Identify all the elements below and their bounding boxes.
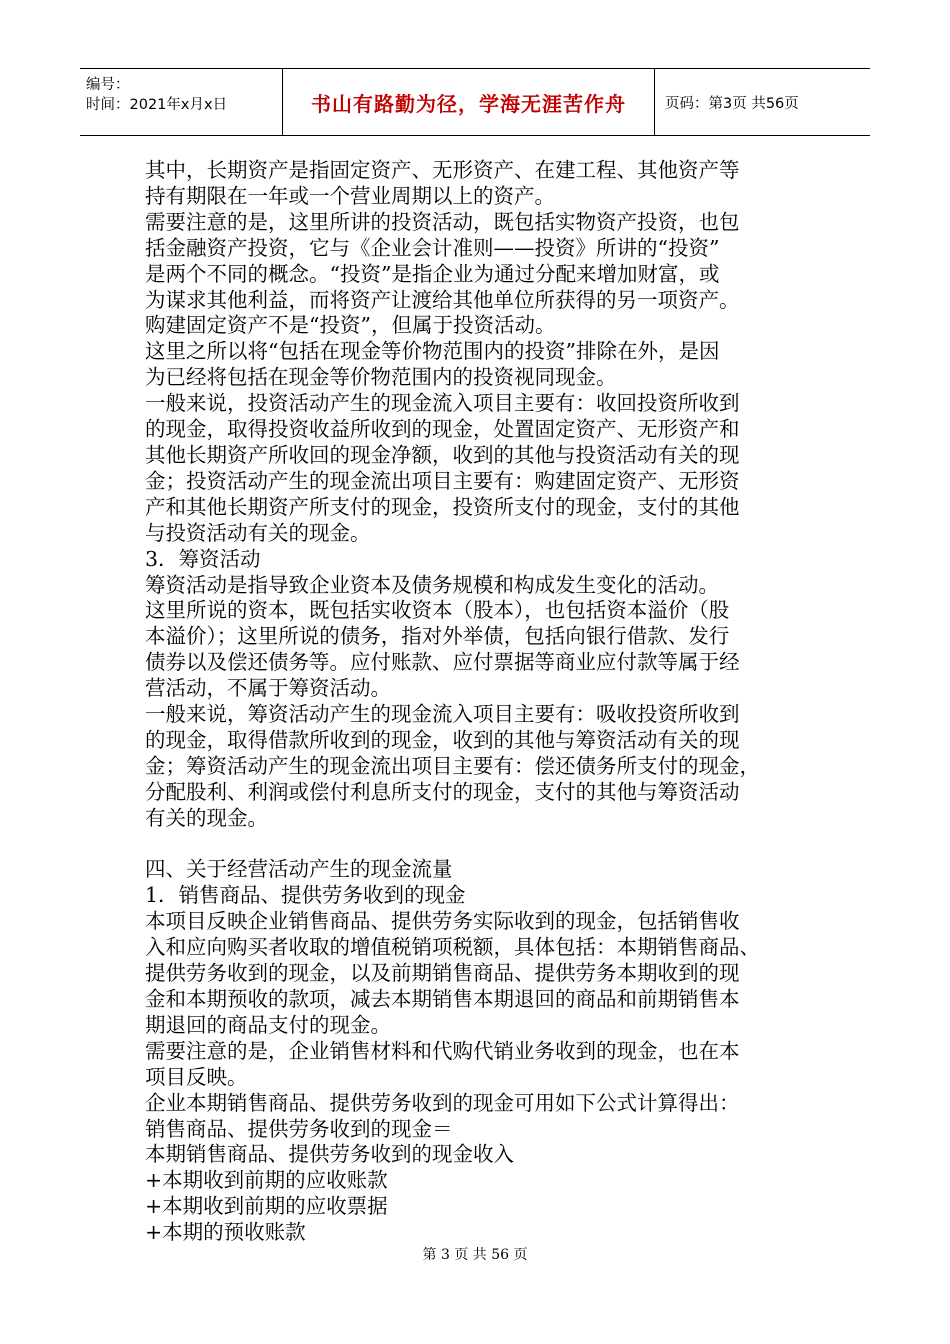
text-line: 括金融资产投资，它与《企业会计准则——投资》所讲的“投资”: [145, 235, 720, 260]
text-line: 这里之所以将“包括在现金等价物范围内的投资”排除在外，是因: [145, 339, 720, 364]
formula-line: +本期收到前期的应收票据: [145, 1194, 388, 1219]
text-line: 本溢价）；这里所说的债务，指对外举债，包括向银行借款、发行: [145, 624, 730, 649]
text-line: 金；投资活动产生的现金流出项目主要有：购建固定资产、无形资: [145, 468, 740, 493]
text-line: 的现金，取得投资收益所收到的现金，处置固定资产、无形资产和: [145, 417, 740, 442]
text-line: 与投资活动有关的现金。: [145, 520, 371, 545]
text-line: 其他长期资产所收回的现金净额，收到的其他与投资活动有关的现: [145, 442, 740, 467]
text-line: 这里所说的资本，既包括实收资本（股本），也包括资本溢价（股: [145, 598, 730, 623]
text-line: 的现金，取得借款所收到的现金，收到的其他与筹资活动有关的现: [145, 727, 740, 752]
text-line: 筹资活动是指导致企业资本及债务规模和构成发生变化的活动。: [145, 572, 719, 597]
text-line: 营活动，不属于筹资活动。: [145, 676, 391, 701]
text-line: 分配股利、利润或偿付利息所支付的现金，支付的其他与筹资活动: [145, 779, 740, 804]
text-line: 一般来说，投资活动产生的现金流入项目主要有：收回投资所收到: [145, 391, 740, 416]
text-line: 其中，长期资产是指固定资产、无形资产、在建工程、其他资产等: [145, 158, 740, 182]
text-line: 有关的现金。: [145, 805, 268, 830]
code-label: 编号：: [86, 77, 130, 93]
text-line: 金和本期预收的款项，减去本期销售本期退回的商品和前期销售本: [145, 987, 740, 1011]
formula-line: +本期收到前期的应收账款: [145, 1168, 388, 1193]
text-line: 是两个不同的概念。“投资”是指企业为通过分配来增加财富，或: [145, 261, 720, 286]
text-line: 持有期限在一年或一个营业周期以上的资产。: [145, 183, 555, 208]
section-heading: 四、关于经营活动产生的现金流量: [145, 857, 453, 882]
page-footer: 第 3 页 共 56 页: [422, 1247, 528, 1263]
subsection-heading: 1．销售商品、提供劳务收到的现金: [145, 883, 466, 908]
text-line: 金；筹资活动产生的现金流出项目主要有：偿还债务所支付的现金，: [145, 753, 760, 778]
text-line: 一般来说，筹资活动产生的现金流入项目主要有：吸收投资所收到: [145, 702, 740, 727]
text-line: 为已经将包括在现金等价物范围内的投资视同现金。: [145, 365, 617, 390]
text-line: 企业本期销售商品、提供劳务收到的现金可用如下公式计算得出：: [145, 1090, 740, 1115]
page-info: 页码：第3页 共56页: [665, 95, 799, 112]
text-line: 提供劳务收到的现金，以及前期销售商品、提供劳务本期收到的现: [145, 961, 740, 986]
motto: 书山有路勤为径，学海无涯苦作舟: [283, 69, 655, 135]
header-meta: [80, 69, 283, 135]
text-line: 本项目反映企业销售商品、提供劳务实际收到的现金，包括销售收: [145, 909, 740, 934]
time-line: 时间：2021年x月x日: [86, 97, 228, 113]
blank-line: [145, 832, 817, 858]
text-line: 购建固定资产不是“投资”，但属于投资活动。: [145, 313, 556, 338]
text-line: 期退回的商品支付的现金。: [145, 1012, 391, 1037]
text-line: 需要注意的是，企业销售材料和代购代销业务收到的现金，也在本: [145, 1038, 740, 1063]
text-line: 为谋求其他利益，而将资产让渡给其他单位所获得的另一项资产。: [145, 287, 740, 312]
formula-line: 销售商品、提供劳务收到的现金＝: [145, 1116, 453, 1141]
section-heading: 3．筹资活动: [145, 546, 261, 571]
page-header: [80, 68, 870, 136]
text-line: 入和应向购买者收取的增值税销项税额，具体包括：本期销售商品、: [145, 935, 760, 960]
text-line: 项目反映。: [145, 1064, 248, 1089]
text-line: 债券以及偿还债务等。应付账款、应付票据等商业应付款等属于经: [145, 650, 740, 675]
text-line: 产和其他长期资产所支付的现金，投资所支付的现金，支付的其他: [145, 494, 740, 519]
formula-line: +本期的预收账款: [145, 1220, 306, 1245]
formula-line: 本期销售商品、提供劳务收到的现金收入: [145, 1142, 514, 1167]
document-body: [145, 158, 817, 1246]
text-line: 需要注意的是，这里所讲的投资活动，既包括实物资产投资，也包: [145, 209, 740, 234]
